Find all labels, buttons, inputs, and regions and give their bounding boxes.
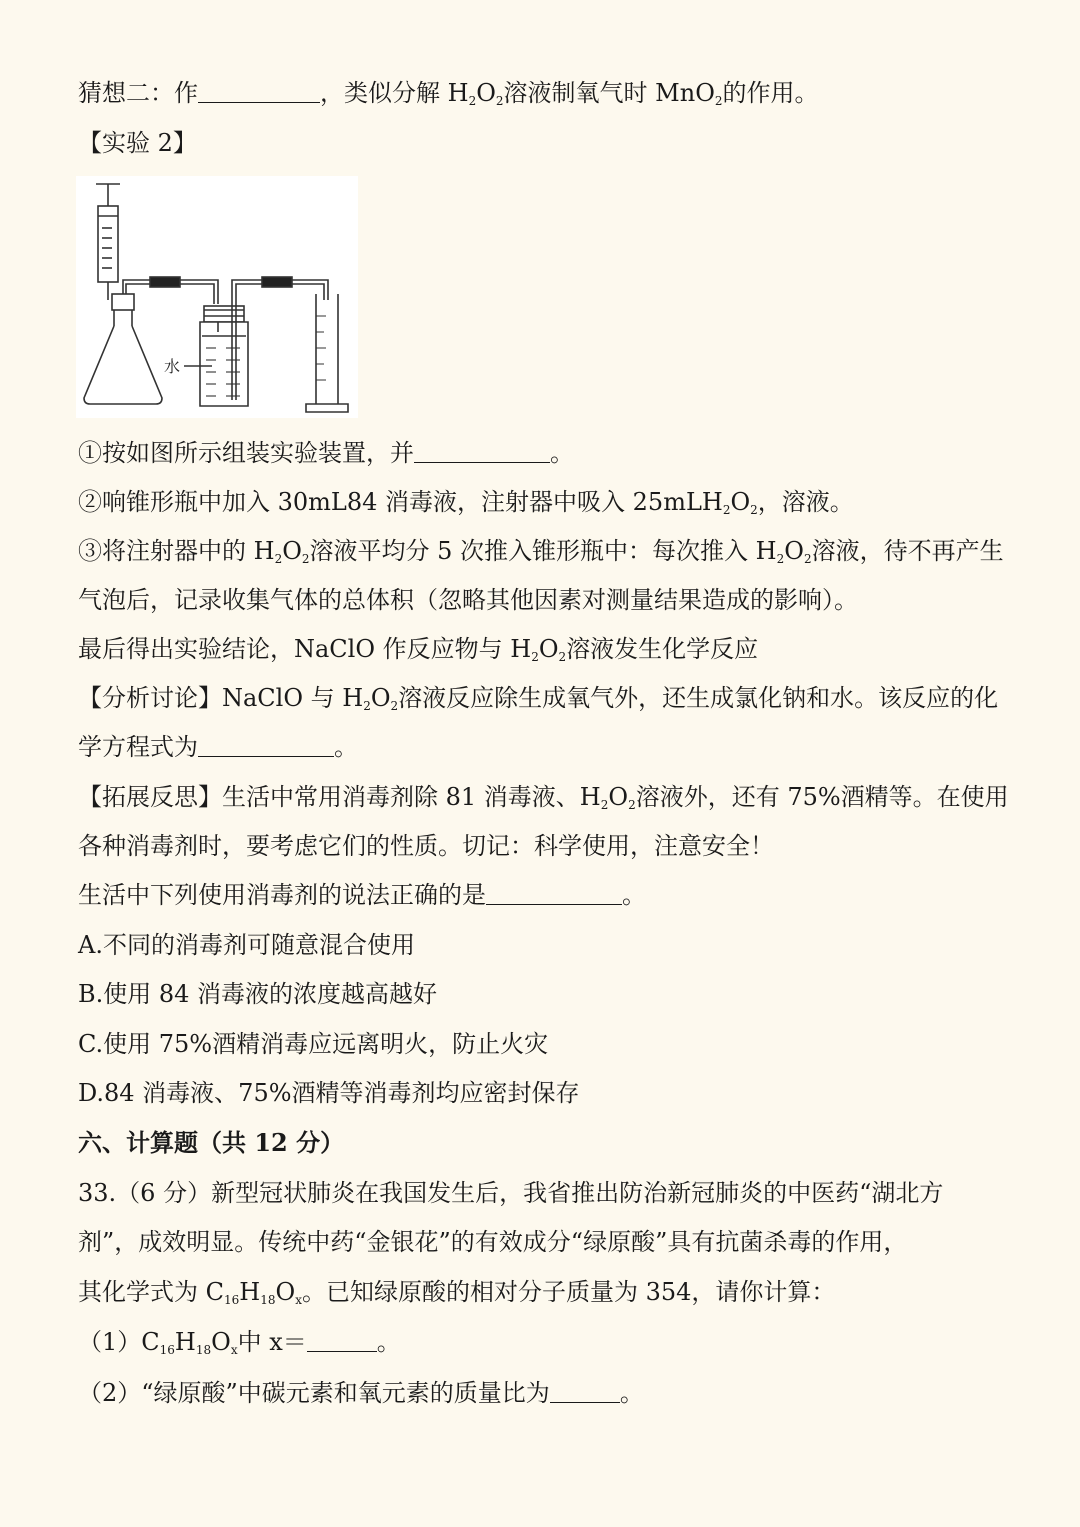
answer-blank[interactable] bbox=[550, 1378, 620, 1403]
answer-blank[interactable] bbox=[414, 438, 550, 463]
text: 生活中下列使用消毒剂的说法正确的是 bbox=[78, 881, 486, 909]
hypothesis-2 bbox=[78, 76, 1010, 110]
section-heading: 六、计算题（共 12 分） bbox=[78, 1128, 345, 1157]
step-3-line-2: 气泡后，记录收集气体的总体积（忽略其他因素对测量结果造成的影响）。 bbox=[78, 586, 858, 614]
text: 。已知绿原酸的相对分子质量为 354，请你计算： bbox=[301, 1278, 836, 1306]
subscript: 2 bbox=[468, 94, 477, 108]
text: 溶液反应除生成氧气外，还生成氯化钠和水。该反应的化 bbox=[398, 684, 999, 712]
text: O bbox=[538, 635, 559, 663]
text: ，溶液。 bbox=[757, 488, 854, 516]
subscript: 16 bbox=[159, 1343, 175, 1357]
text: O bbox=[211, 1328, 231, 1356]
apparatus-diagram bbox=[76, 176, 358, 418]
analysis-line-1 bbox=[78, 681, 1010, 715]
text: 学方程式为 bbox=[78, 733, 198, 761]
subscript: 2 bbox=[274, 552, 283, 566]
subscript: 2 bbox=[301, 552, 310, 566]
text: 中 x＝ bbox=[237, 1328, 307, 1356]
question bbox=[78, 878, 1010, 912]
text: ②响锥形瓶中加入 30mL84 消毒液，注射器中吸入 25mLH bbox=[78, 488, 723, 516]
text: O bbox=[370, 684, 391, 712]
text: 溶液外，还有 75%酒精等。在使用 bbox=[635, 783, 1009, 811]
subscript: 2 bbox=[558, 650, 567, 664]
text: 。 bbox=[622, 881, 646, 909]
subscript: 2 bbox=[600, 798, 609, 812]
text: ，类似分解 H bbox=[320, 79, 469, 107]
text: ③将注射器中的 H bbox=[78, 537, 275, 565]
text: 【拓展反思】生活中常用消毒剂除 81 消毒液、H bbox=[78, 783, 601, 811]
q33-sub-2 bbox=[78, 1376, 1010, 1410]
q33-line-2: 剂”，成效明显。传统中药“金银花”的有效成分“绿原酸”具有抗菌杀毒的作用， bbox=[78, 1228, 908, 1256]
reflection-line-1 bbox=[78, 780, 1010, 814]
text: 溶液制氧气时 MnO bbox=[503, 79, 715, 107]
text: 最后得出实验结论，NaClO 作反应物与 H bbox=[78, 635, 532, 663]
subscript: 2 bbox=[390, 699, 399, 713]
subscript: x bbox=[295, 1293, 302, 1307]
q33-sub-1 bbox=[78, 1325, 1010, 1359]
text: 。 bbox=[334, 733, 358, 761]
q33-line-1: 33.（6 分）新型冠状肺炎在我国发生后，我省推出防治新冠肺炎的中医药“湖北方 bbox=[78, 1179, 944, 1207]
step-2 bbox=[78, 485, 1010, 519]
subscript: 2 bbox=[750, 503, 758, 517]
q33-line-3 bbox=[78, 1275, 1010, 1309]
subscript: 18 bbox=[195, 1343, 212, 1357]
answer-blank[interactable] bbox=[307, 1327, 377, 1352]
text: O bbox=[730, 488, 751, 516]
subscript: 2 bbox=[803, 552, 812, 566]
reflection-line-2: 各种消毒剂时，要考虑它们的性质。切记：科学使用，注意安全！ bbox=[78, 832, 774, 860]
text: 其化学式为 C bbox=[78, 1278, 224, 1306]
option-d: D.84 消毒液、75%酒精等消毒剂均应密封保存 bbox=[78, 1079, 580, 1107]
text: O bbox=[784, 537, 804, 565]
text: 。 bbox=[550, 439, 574, 467]
text: O bbox=[275, 1278, 296, 1306]
option-a: A.不同的消毒剂可随意混合使用 bbox=[78, 931, 415, 959]
subscript: 2 bbox=[363, 699, 371, 713]
subscript: 16 bbox=[224, 1293, 240, 1307]
text: 【分析讨论】NaClO 与 H bbox=[78, 684, 364, 712]
text: 的作用。 bbox=[722, 79, 819, 107]
analysis-line-2 bbox=[78, 730, 1010, 764]
text: H bbox=[239, 1278, 261, 1306]
answer-blank[interactable] bbox=[486, 880, 622, 905]
water-label: 水 bbox=[164, 357, 181, 376]
text: H bbox=[174, 1328, 196, 1356]
text: O bbox=[282, 537, 302, 565]
text: 猜想二：作 bbox=[78, 79, 198, 107]
subscript: x bbox=[230, 1343, 238, 1357]
text: 溶液发生化学反应 bbox=[566, 635, 759, 663]
text: O bbox=[608, 783, 629, 811]
subscript: 18 bbox=[260, 1293, 276, 1307]
option-c: C.使用 75%酒精消毒应远离明火，防止火灾 bbox=[78, 1030, 549, 1058]
subscript: 2 bbox=[531, 650, 539, 664]
answer-blank[interactable] bbox=[198, 732, 334, 757]
subscript: 2 bbox=[628, 798, 636, 812]
subscript: 2 bbox=[776, 552, 785, 566]
text: 溶液，待不再产生 bbox=[811, 537, 1004, 565]
option-b: B.使用 84 消毒液的浓度越高越好 bbox=[78, 980, 438, 1008]
text: （2）“绿原酸”中碳元素和氧元素的质量比为 bbox=[78, 1379, 550, 1407]
apparatus-svg bbox=[76, 176, 358, 418]
subscript: 2 bbox=[495, 94, 504, 108]
text: 。 bbox=[376, 1328, 401, 1356]
answer-blank[interactable] bbox=[198, 78, 320, 103]
subscript: 2 bbox=[722, 503, 731, 517]
step-3-line-1 bbox=[78, 534, 1010, 568]
text: ①按如图所示组装实验装置，并 bbox=[78, 439, 414, 467]
text: （1）C bbox=[78, 1328, 160, 1356]
conclusion bbox=[78, 632, 1010, 666]
step-1 bbox=[78, 436, 1010, 470]
text: O bbox=[476, 79, 496, 107]
subscript: 2 bbox=[714, 94, 723, 108]
text: 。 bbox=[619, 1379, 644, 1407]
text: 溶液平均分 5 次推入锥形瓶中：每次推入 H bbox=[309, 537, 777, 565]
experiment-2-title: 【实验 2】 bbox=[78, 129, 197, 157]
